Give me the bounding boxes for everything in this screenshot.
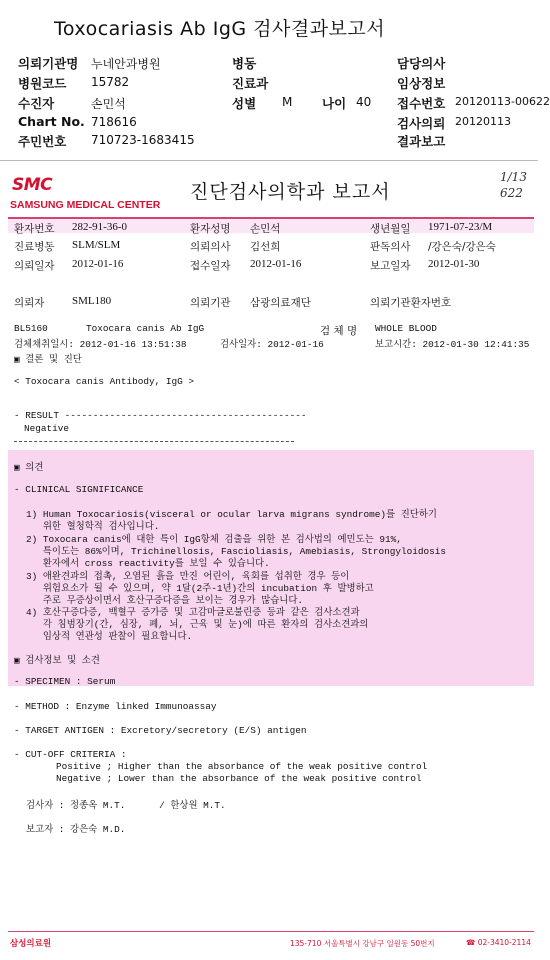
test-name: Toxocara canis Ab IgG: [86, 323, 205, 334]
positive-line: Positive ; Higher than the absorbance of the weak positive control: [56, 761, 428, 772]
footer-logo: 삼성의료원: [10, 939, 52, 949]
result-heading: ▣ 결론 및 진단: [14, 354, 82, 365]
result-label: - RESULT -------------------------------------------: [14, 410, 307, 421]
label-report-date: 보고일자: [370, 260, 411, 272]
value-request-date: 20120113: [455, 115, 511, 128]
label-hospital-code: 병원코드: [18, 76, 67, 91]
label-receipt-no: 접수번호: [397, 96, 446, 111]
value-hospital-code: 15782: [91, 75, 130, 89]
label-resident-no: 주민번호: [18, 134, 67, 149]
label-reading-doctor: 판독의사: [370, 241, 411, 253]
label-patient: 수진자: [18, 96, 55, 111]
negative-line: Negative ; Lower than the absorbance of the weak positive control: [56, 773, 422, 784]
clinical-line-3: 2) Toxocara canis에 대한 특이 IgG항체 검출을 위한 본 검사법의 예민도는 91%,: [26, 534, 402, 545]
value-birth: 1971-07-23/M: [428, 221, 493, 233]
tester-line: 검사자 : 정종옥 M.T. / 한상원 M.T.: [26, 800, 226, 811]
smc-logo: [12, 175, 52, 195]
value-receipt-no: 20120113-00622: [455, 95, 550, 108]
value-req-institution: 삼광의료재단: [250, 297, 311, 309]
label-result-report: 결과보고: [397, 134, 446, 149]
result-value: Negative: [24, 423, 70, 434]
value-chart-no: 718616: [91, 115, 137, 129]
specimen-label: 검 체 명: [320, 325, 358, 337]
label-patient-name: 환자성명: [190, 223, 231, 235]
value-patient: 손민석: [91, 97, 126, 111]
label-patient-no: 환자번호: [14, 223, 55, 235]
clinical-line-5: 환자에서 cross reactivity를 보일 수 있습니다.: [26, 558, 270, 569]
label-inst-patient-no: 의뢰기관환자번호: [370, 297, 452, 309]
value-institution: 누네안과병원: [91, 57, 161, 71]
label-ward-2: 진료병동: [14, 241, 55, 253]
label-chart-no: Chart No.: [18, 114, 85, 129]
smc-logo-text: SAMSUNG MEDICAL CENTER: [10, 199, 161, 211]
clinical-line-10: 각 침범장기(간, 심장, 폐, 뇌, 근육 및 눈)에 따른 환자의 검사소견과의: [26, 619, 369, 630]
value-recv-date: 2012-01-16: [250, 258, 302, 270]
label-req-date: 의뢰일자: [14, 260, 55, 272]
label-requester: 의뢰자: [14, 297, 45, 309]
cutoff-line: - CUT-OFF CRITERIA :: [14, 749, 127, 760]
label-sex: 성별: [232, 96, 257, 111]
reporter-line: 보고자 : 강은숙 M.D.: [26, 824, 126, 835]
value-reading-doctor: /강은숙/강은숙: [428, 241, 496, 253]
label-birth: 생년월일: [370, 223, 411, 235]
footer-phone: ☎ 02-3410-2114: [466, 938, 531, 947]
method-line: - METHOD : Enzyme linked Immunoassay: [14, 701, 217, 712]
info-heading: ▣ 검사정보 및 소견: [14, 655, 100, 666]
value-age: 40: [356, 95, 372, 109]
handwritten-note: 1/13 622: [500, 170, 527, 200]
specimen-name: WHOLE BLOOD: [375, 323, 437, 334]
specimen-line: - SPECIMEN : Serum: [14, 676, 116, 687]
clinical-line-8: 주로 무증상이면서 호산구증다증을 보이는 경우가 많습니다.: [26, 595, 304, 606]
report-time: 보고시간: 2012-01-30 12:41:35: [375, 339, 530, 350]
value-req-date: 2012-01-16: [72, 258, 124, 270]
value-report-date: 2012-01-30: [428, 258, 480, 270]
value-patient-no: 282-91-36-0: [72, 221, 127, 233]
test-date: 검사일자: 2012-01-16: [220, 339, 324, 350]
value-ward-2: SLM/SLM: [72, 239, 121, 251]
label-doctor: 담당의사: [397, 56, 446, 71]
antibody-title: < Toxocara canis Antibody, IgG >: [14, 376, 195, 387]
label-ward: 병동: [232, 56, 257, 71]
label-department: 진료과: [232, 76, 269, 91]
smc-logo-mark: SMC: [12, 175, 53, 195]
label-age: 나이: [322, 96, 347, 111]
label-request-date: 검사의뢰: [397, 116, 446, 131]
value-requester: SML180: [72, 295, 112, 307]
test-code: BL5160: [14, 323, 48, 334]
label-req-doctor: 의뢰의사: [190, 241, 231, 253]
value-resident-no: 710723-1683415: [91, 133, 195, 147]
value-patient-name: 손민석: [250, 223, 281, 235]
label-clinical-info: 임상정보: [397, 76, 446, 91]
collect-time: 검체채취일시: 2012-01-16 13:51:38: [14, 339, 187, 350]
label-institution: 의뢰기관명: [18, 56, 79, 71]
clinical-heading: - CLINICAL SIGNIFICANCE: [14, 484, 144, 495]
footer-divider: [8, 931, 534, 932]
clinical-line-9: 4) 호산구증다증, 백혈구 증가증 및 고감마글로불린증 등과 같은 검사소견과: [26, 607, 360, 618]
report-title: 진단검사의학과 보고서: [190, 181, 391, 203]
value-sex: M: [282, 95, 293, 109]
label-req-institution: 의뢰기관: [190, 297, 231, 309]
label-recv-date: 접수일자: [190, 260, 231, 272]
clinical-line-4: 특이도는 86%이며, Trichinellosis, Fascioliasis, Amebiasis, Strongyloidosis: [26, 546, 447, 557]
scanned-report: [0, 160, 538, 960]
clinical-line-1: 1) Human Toxocariosis(visceral or ocular larva migrans syndrome)를 진단하기: [26, 509, 437, 520]
target-line: - TARGET ANTIGEN : Excretory/secretory (E/S) antigen: [14, 725, 307, 736]
clinical-line-7: 위험요소가 될 수 있으며, 약 1달(2주-1년)간의 incubation 후 발병하고: [26, 583, 374, 594]
page-title: Toxocariasis Ab IgG 검사결과보고서: [54, 18, 386, 40]
value-req-doctor: 김선희: [250, 241, 281, 253]
opinion-heading: ▣ 의견: [14, 462, 44, 473]
footer-address: 135-710 서울특별시 강남구 일원동 50번지: [290, 939, 435, 948]
result-divider: [14, 441, 294, 442]
clinical-line-11: 임상적 연관성 판찰이 필요합니다.: [26, 631, 193, 642]
clinical-line-6: 3) 애완견과의 접촉, 오염된 흙을 만진 어린이, 육회를 섭취한 경우 등이: [26, 571, 350, 582]
clinical-line-2: 위한 혈청학적 검사입니다.: [26, 521, 160, 532]
